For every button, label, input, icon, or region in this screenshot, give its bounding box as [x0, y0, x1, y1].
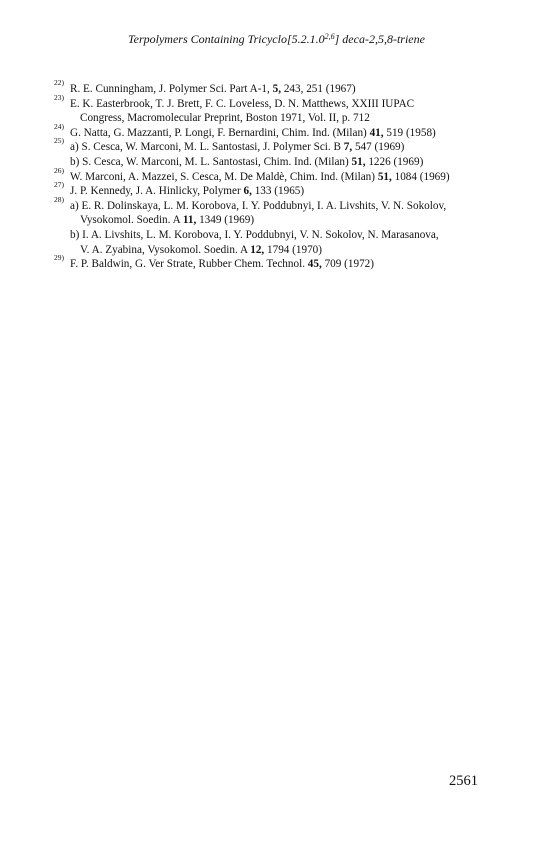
reference-line [70, 170, 479, 185]
reference-number: 22) [54, 78, 64, 87]
reference-number: 29) [54, 253, 64, 263]
reference-text: R. E. Cunningham, J. Polymer Sci. Part A-1, [70, 83, 273, 95]
reference-line [70, 228, 479, 243]
reference-line [70, 155, 479, 170]
reference-item [54, 253, 479, 272]
running-header-pre: Terpolymers Containing Tricyclo[5.2.1.0 [128, 32, 325, 46]
reference-number: 25) [54, 136, 64, 146]
reference-pages-year: 519 (1958) [383, 126, 436, 139]
reference-text: b) I. A. Livshits, L. M. Korobova, I. Y. Poddubnyi, V. N. Sokolov, N. Marasanova, [70, 228, 439, 241]
reference-line [70, 257, 479, 272]
reference-line [70, 82, 479, 97]
reference-pages-year: 243, 251 (1967) [281, 83, 356, 95]
reference-volume: 7, [343, 141, 353, 154]
reference-volume: 5, [272, 83, 282, 95]
running-header-superscript: 2,6 [324, 32, 335, 41]
reference-pages-year: 709 (1972) [321, 258, 374, 271]
reference-number: 28) [54, 194, 64, 204]
reference-text: Vysokomol. Soedin. A [80, 214, 183, 227]
reference-line [70, 199, 479, 214]
reference-number: 26) [54, 165, 64, 175]
reference-pages-year: 133 (1965) [251, 185, 305, 198]
reference-line [70, 213, 479, 228]
running-header-post: ] deca-2,5,8-triene [334, 32, 425, 46]
reference-list [54, 78, 479, 272]
reference-volume: 51, [377, 170, 392, 183]
reference-volume: 11, [182, 214, 197, 227]
reference-volume: 41, [369, 126, 384, 139]
reference-text: F. P. Baldwin, G. Ver Strate, Rubber Chem. Technol. [70, 258, 308, 271]
reference-volume: 12, [250, 243, 265, 256]
reference-pages-year: 1349 (1969) [196, 214, 255, 227]
running-header [0, 32, 553, 47]
reference-text: W. Marconi, A. Mazzei, S. Cesca, M. De Maldè, Chim. Ind. (Milan) [70, 170, 378, 183]
reference-pages-year: 1794 (1970) [264, 243, 322, 256]
reference-line [70, 140, 479, 155]
reference-item [54, 194, 479, 257]
reference-number: 27) [54, 180, 64, 190]
reference-text: V. A. Zyabina, Vysokomol. Soedin. A [80, 243, 251, 256]
reference-pages-year: 1084 (1969) [391, 170, 450, 183]
reference-text: a) S. Cesca, W. Marconi, M. L. Santostasi, J. Polymer Sci. B [70, 141, 344, 154]
reference-line [70, 126, 479, 141]
page-number: 2561 [449, 773, 478, 789]
reference-line [70, 97, 479, 112]
reference-volume: 45, [307, 258, 322, 271]
reference-text: E. K. Easterbrook, T. J. Brett, F. C. Loveless, D. N. Matthews, XXIII IUPAC [70, 97, 415, 110]
reference-pages-year: 547 (1969) [352, 141, 405, 154]
reference-volume: 51, [351, 155, 366, 168]
reference-volume: 6, [243, 185, 252, 198]
reference-number: 24) [54, 121, 64, 131]
reference-text: a) E. R. Dolinskaya, L. M. Korobova, I. Y. Poddubnyi, I. A. Livshits, V. N. Sokolov, [70, 199, 447, 212]
reference-line [70, 111, 479, 126]
reference-item [54, 136, 479, 169]
reference-line [70, 243, 479, 258]
reference-text: J. P. Kennedy, J. A. Hinlicky, Polymer [70, 185, 244, 198]
reference-line [70, 184, 479, 199]
reference-text: b) S. Cesca, W. Marconi, M. L. Santostasi, Chim. Ind. (Milan) [70, 155, 352, 168]
reference-text: G. Natta, G. Mazzanti, P. Longi, F. Bernardini, Chim. Ind. (Milan) [70, 126, 370, 139]
reference-pages-year: 1226 (1969) [365, 155, 424, 168]
reference-text: Congress, Macromolecular Preprint, Boston 1971, Vol. II, p. 712 [80, 112, 370, 125]
reference-number: 23) [54, 92, 64, 102]
